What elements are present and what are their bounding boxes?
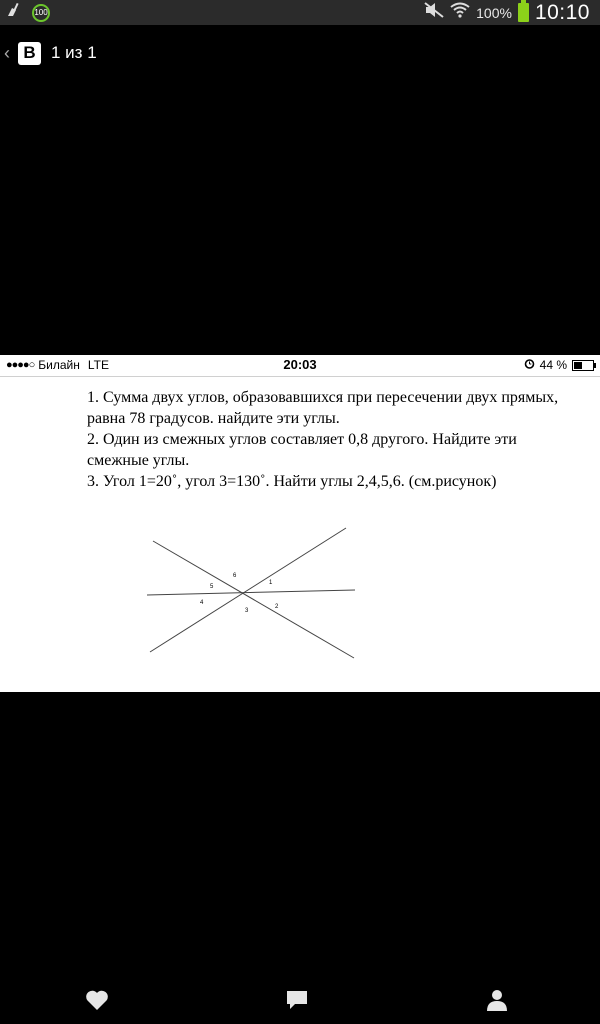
photo[interactable] — [0, 355, 600, 692]
status-bar — [0, 0, 600, 25]
task-3: 3. Угол 1=20˚, угол 3=130˚. Найти углы 2,4,5,6. (см.рисунок) — [87, 473, 497, 490]
bottom-nav — [0, 974, 600, 1024]
embedded-battery-percent: 44 % — [539, 358, 567, 372]
label-5: 5 — [210, 584, 214, 590]
label-4: 4 — [200, 600, 204, 606]
viewer-top-bar — [0, 40, 97, 66]
angles-figure — [0, 355, 600, 692]
line-horizontal — [147, 590, 355, 595]
task-2: 2. Один из смежных углов составляет 0,8 другого. Найдите эти смежные углы. — [87, 431, 517, 469]
carrier: Билайн — [38, 358, 80, 372]
battery-icon — [518, 3, 529, 22]
battery-percent: 100% — [476, 4, 512, 21]
label-6: 6 — [233, 573, 237, 579]
photo-counter: 1 из 1 — [51, 43, 97, 62]
clock: 10:10 — [534, 0, 590, 24]
task-1: 1. Сумма двух углов, образовавшихся при пересечении двух прямых, равна 78 градусов. найдите эти углы. — [87, 389, 559, 427]
battery-level-icon: 100 — [32, 4, 50, 22]
label-2: 2 — [275, 604, 279, 610]
app-logo[interactable]: B — [18, 42, 41, 65]
label-1: 1 — [269, 580, 273, 586]
signal-dots: ●●●●○ — [6, 359, 35, 371]
comment-icon[interactable] — [282, 986, 312, 1014]
label-3: 3 — [245, 608, 249, 614]
person-icon[interactable] — [482, 986, 512, 1014]
line-rising — [150, 528, 346, 652]
network-type: LTE — [87, 358, 109, 372]
embedded-time: 20:03 — [283, 357, 317, 372]
line-falling — [153, 541, 354, 658]
mute-icon — [424, 2, 444, 23]
wifi-icon — [450, 2, 470, 23]
back-chevron-icon[interactable]: ‹ — [4, 42, 10, 63]
heart-icon[interactable] — [82, 986, 112, 1014]
cleaner-icon — [6, 2, 22, 23]
